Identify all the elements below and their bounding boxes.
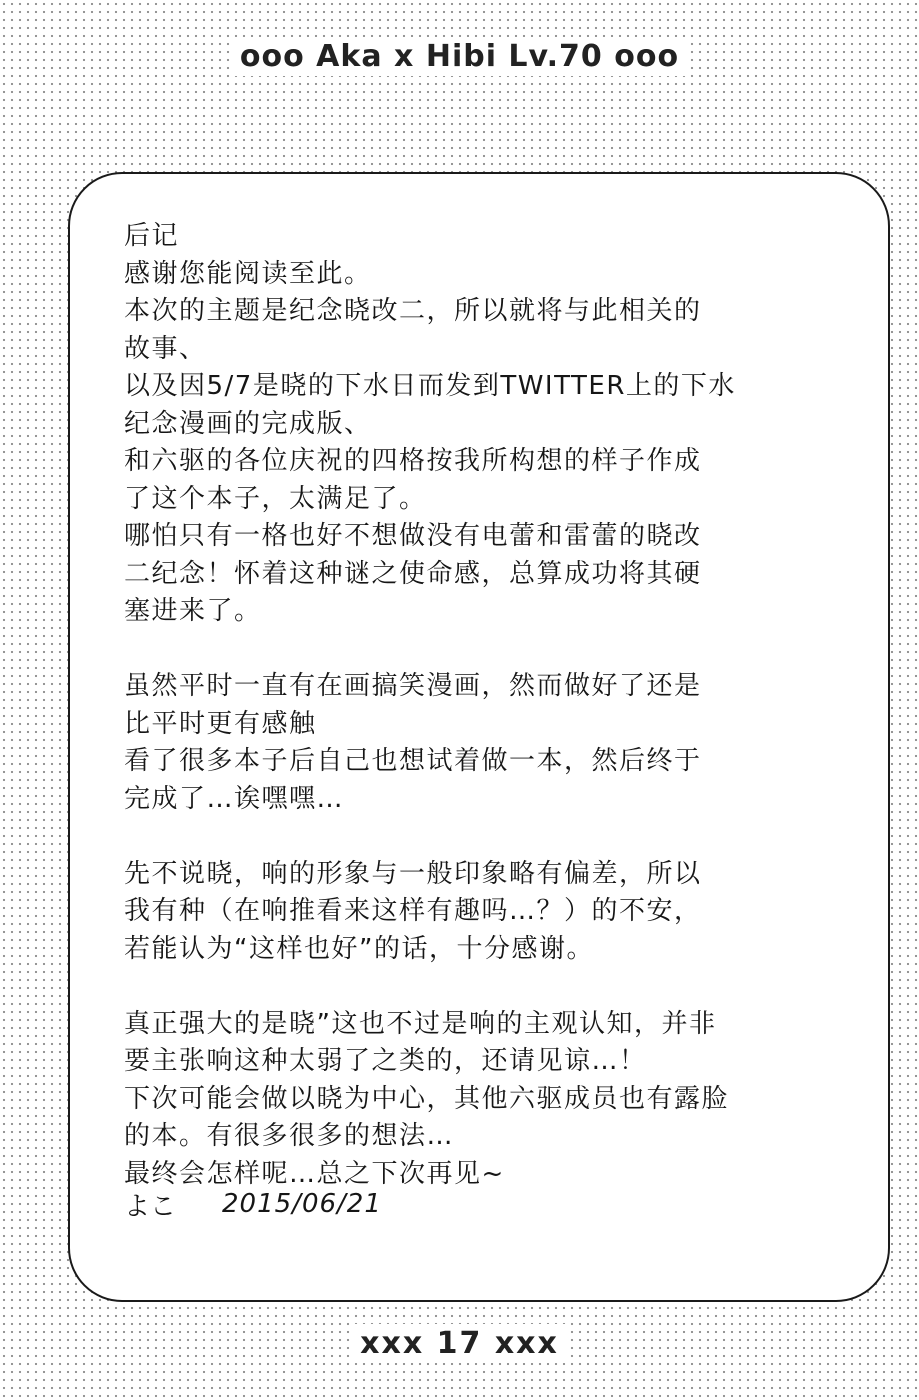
text-line: 故事、 xyxy=(124,333,207,364)
text-line: 虽然平时一直有在画搞笑漫画，然而做好了还是 xyxy=(124,671,702,701)
text-line: 本次的主题是纪念晓改二，所以就将与此相关的 xyxy=(124,296,702,326)
page-footer xyxy=(0,1318,919,1368)
text-line: 真正强大的是晓”这也不过是响的主观认知，并非 xyxy=(124,1008,717,1039)
text-line: 最终会怎样呢…总之下次再见~ xyxy=(124,1158,505,1189)
text-line: 以及因5/7是晓的下水日而发到TWITTER上的下水 xyxy=(124,371,736,401)
text-line: 下次可能会做以晓为中心，其他六驱成员也有露脸 xyxy=(124,1083,730,1114)
author-signature: よこ xyxy=(124,1191,177,1222)
paragraph-gap xyxy=(124,968,864,1006)
text-line: 先不说晓，响的形象与一般印象略有偏差，所以 xyxy=(124,858,702,889)
page-header xyxy=(0,32,919,80)
text-line: 比平时更有感触 xyxy=(124,708,317,739)
text-line: 感谢您能阅读至此。 xyxy=(124,258,372,289)
afterword-text xyxy=(124,218,864,1193)
text-line: 塞进来了。 xyxy=(124,596,262,626)
text-line: 纪念漫画的完成版、 xyxy=(124,408,372,439)
paragraph-gap xyxy=(124,818,864,856)
text-line: 和六驱的各位庆祝的四格按我所构想的样子作成 xyxy=(124,446,702,476)
text-line: 我有种（在响推看来这样有趣吗…？）的不安， xyxy=(124,896,702,926)
text-line: 完成了…诶嘿嘿… xyxy=(124,783,345,814)
text-line: 哪怕只有一格也好不想做没有电蕾和雷蕾的晓改 xyxy=(124,521,702,551)
text-line: 的本。有很多很多的想法… xyxy=(124,1121,455,1151)
header-title: ooo Aka x Hibi Lv.70 ooo xyxy=(230,37,689,76)
text-line: 了这个本子，太满足了。 xyxy=(124,483,427,514)
text-line: 要主张响这种太弱了之类的，还请见谅…！ xyxy=(124,1046,647,1076)
text-line: 看了很多本子后自己也想试着做一本，然后终于 xyxy=(124,746,702,776)
text-line: 若能认为“这样也好”的话，十分感谢。 xyxy=(124,933,594,964)
afterword-heading: 后记 xyxy=(124,221,180,251)
signature-line xyxy=(124,1184,382,1224)
signature-date: 2015/06/21 xyxy=(222,1189,382,1219)
paragraph-gap xyxy=(124,631,864,669)
page-number: xxx 17 xxx xyxy=(350,1324,569,1363)
text-line: 二纪念！怀着这种谜之使命感，总算成功将其硬 xyxy=(124,558,702,589)
